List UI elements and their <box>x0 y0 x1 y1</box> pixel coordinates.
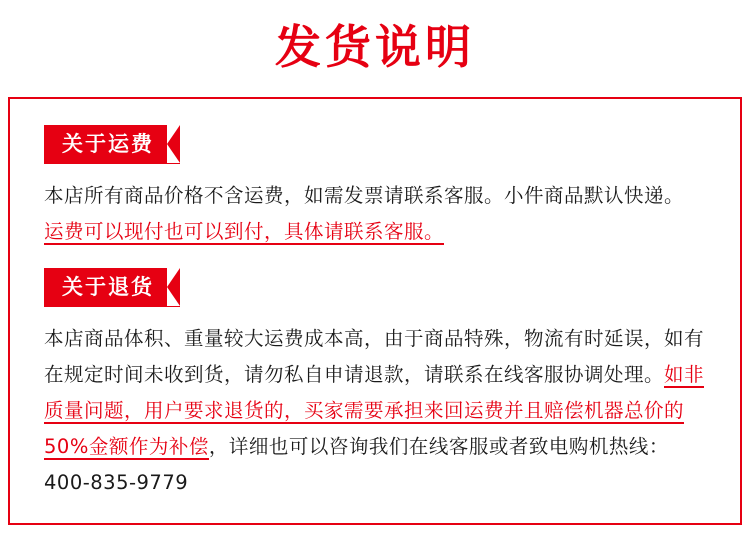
section-returns <box>44 268 706 501</box>
section-banner-label: 关于运费 <box>44 125 180 164</box>
page-title: 发货说明 <box>275 20 475 74</box>
paragraph-plain-2: ，详细也可以咨询我们在线客服或者致电购机热线： <box>208 435 669 459</box>
section-banner-label: 关于退货 <box>44 268 180 307</box>
paragraph-plain: 本店所有商品价格不含运费，如需发票请联系客服。小件商品默认快递。 <box>44 184 685 208</box>
paragraph-plain: 本店商品体积、重量较大运费成本高，由于商品特殊，物流有时延误，如有在规定时间未收到货，请勿私自申请退款，请联系在线客服协调处理。 <box>44 327 705 387</box>
section-body-shipping-fee <box>44 178 706 250</box>
section-banner-returns <box>44 268 180 307</box>
section-body-returns <box>44 321 706 501</box>
content-frame <box>8 97 742 525</box>
section-shipping-fee <box>44 125 706 250</box>
content-inner <box>10 99 740 501</box>
section-banner-shipping-fee <box>44 125 180 164</box>
hotline-number: 400-835-9779 <box>44 471 189 495</box>
paragraph-highlight: 如非质量问题，用户要求退货的，买家需要承担来回运费并且赔偿机器总价的50%金额作为补偿 <box>44 363 705 459</box>
paragraph-highlight: 运费可以现付也可以到付，具体请联系客服。 <box>44 220 445 244</box>
